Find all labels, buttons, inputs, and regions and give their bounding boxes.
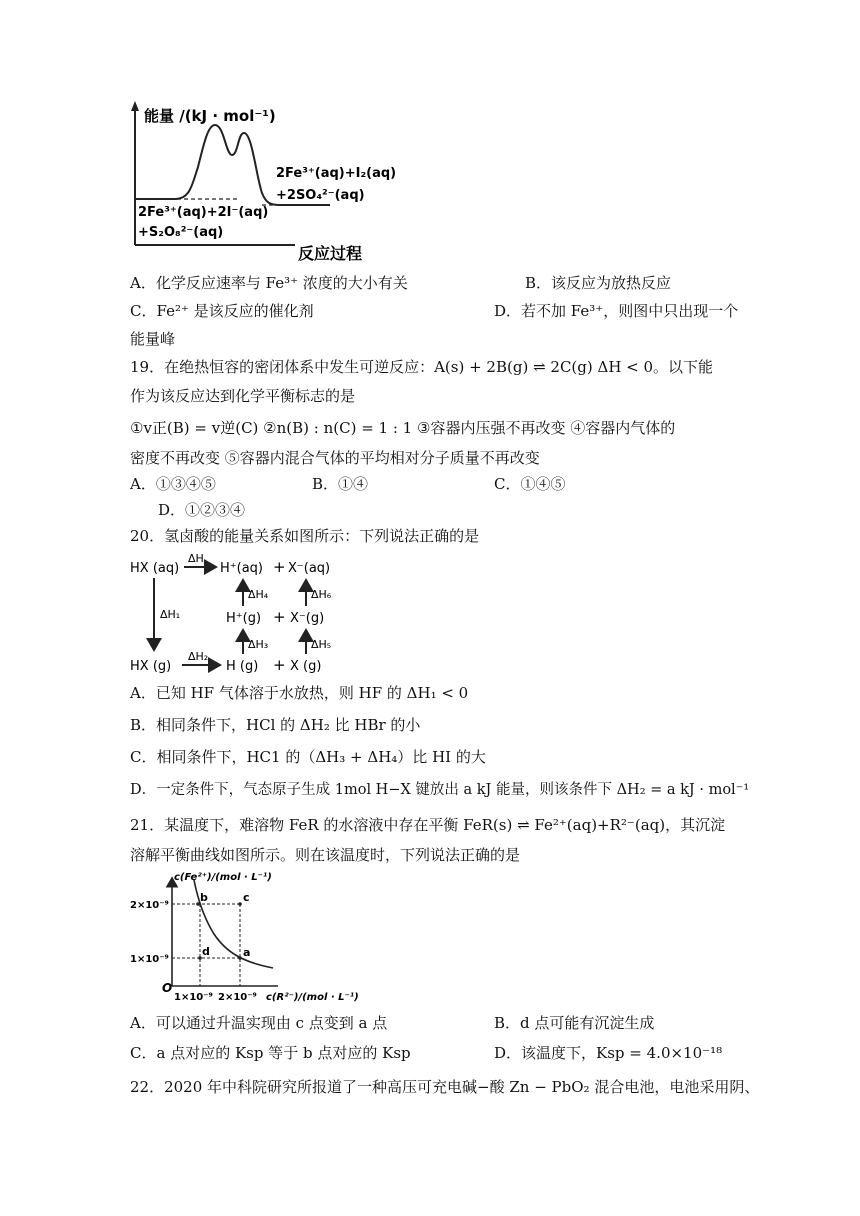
q19-option-b: B．①④ bbox=[312, 475, 369, 493]
x-tick-2: 2×10⁻⁹ bbox=[218, 992, 257, 1003]
hx-aq-label: HX (aq) bbox=[130, 561, 180, 576]
q21-stem-line1: 21．某温度下，难溶物 FeR 的水溶液中存在平衡 FeR(s) ⇌ Fe²⁺(aq)+R²⁻(aq)，其沉淀 bbox=[130, 816, 726, 834]
q20-option-a: A．已知 HF 气体溶于水放热，则 HF 的 ΔH₁ < 0 bbox=[130, 684, 469, 702]
q22-stem: 22．2020 年中科院研究所报道了一种高压可充电碱−酸 Zn − PbO₂ 混合电池，电池采用阴、 bbox=[130, 1078, 760, 1096]
delta-h4-label: ΔH₄ bbox=[248, 588, 269, 601]
h-plus-g-label: H⁺(g) bbox=[226, 611, 262, 626]
q21-stem-line2: 溶解平衡曲线如图所示。则在该温度时，下列说法正确的是 bbox=[130, 846, 521, 864]
q21-option-b: B．d 点可能有沉淀生成 bbox=[494, 1014, 655, 1032]
delta-h5-label: ΔH₅ bbox=[311, 638, 332, 651]
reactants-label-line1: 2Fe³⁺(aq)+2I⁻(aq) bbox=[138, 205, 269, 220]
q18-option-c: C．Fe²⁺ 是该反应的催化剂 bbox=[130, 302, 314, 320]
solubility-equilibrium-curve bbox=[128, 868, 368, 1008]
origin-label: O bbox=[162, 981, 173, 995]
q19-stem-line2: 作为该反应达到化学平衡标志的是 bbox=[130, 387, 356, 405]
delta-h3-label: ΔH₃ bbox=[248, 638, 269, 651]
products-label-line2: +2SO₄²⁻(aq) bbox=[276, 188, 365, 203]
q19-option-c: C．①④⑤ bbox=[494, 475, 566, 493]
hydrohalic-energy-cycle-diagram bbox=[128, 550, 348, 678]
hx-g-label: HX (g) bbox=[130, 659, 172, 674]
point-a bbox=[238, 956, 242, 960]
h-atom-g-label: H (g) bbox=[226, 659, 259, 674]
point-d-label: d bbox=[202, 945, 210, 958]
point-a-label: a bbox=[243, 946, 251, 959]
plus-sign-1: + bbox=[273, 558, 286, 576]
q20-option-c: C．相同条件下，HC1 的（ΔH₃ + ΔH₄）比 HI 的大 bbox=[130, 748, 486, 766]
y-axis-arrow bbox=[131, 101, 139, 111]
energy-profile-diagram bbox=[120, 95, 420, 265]
q19-conditions-line2: 密度不再改变 ⑤容器内混合气体的平均相对分子质量不再改变 bbox=[130, 449, 540, 467]
q18-option-a: A．化学反应速率与 Fe³⁺ 浓度的大小有关 bbox=[130, 274, 408, 292]
products-label-line1: 2Fe³⁺(aq)+I₂(aq) bbox=[276, 166, 397, 181]
h-plus-aq-label: H⁺(aq) bbox=[220, 561, 263, 576]
point-c-label: c bbox=[243, 891, 250, 904]
y-axis-label: 能量 /(kJ · mol⁻¹) bbox=[144, 107, 276, 125]
q18-option-b: B．该反应为放热反应 bbox=[525, 274, 672, 292]
delta-h-label: ΔH bbox=[188, 552, 204, 565]
q19-option-a: A．①③④⑤ bbox=[130, 475, 216, 493]
x-atom-g-label: X (g) bbox=[290, 659, 322, 674]
plus-sign-2: + bbox=[273, 608, 286, 626]
q19-conditions-line1: ①v正(B) = v逆(C) ②n(B) : n(C) = 1 : 1 ③容器内压强不再改变 ④容器内气体的 bbox=[130, 419, 676, 437]
y-tick-2: 2×10⁻⁹ bbox=[130, 900, 169, 911]
y-tick-1: 1×10⁻⁹ bbox=[130, 954, 169, 965]
q18-option-d-continued: 能量峰 bbox=[130, 330, 176, 348]
x-minus-g-label: X⁻(g) bbox=[290, 611, 325, 626]
q21-option-a: A．可以通过升温实现由 c 点变到 a 点 bbox=[130, 1014, 388, 1032]
x-tick-1: 1×10⁻⁹ bbox=[174, 992, 213, 1003]
q20-option-d: D．一定条件下，气态原子生成 1mol H−X 键放出 a kJ 能量，则该条件下 ΔH₂ = a kJ · mol⁻¹ bbox=[130, 782, 750, 798]
point-b-label: b bbox=[200, 891, 208, 904]
q19-stem-line1: 19．在绝热恒容的密闭体系中发生可逆反应：A(s) + 2B(g) ⇌ 2C(g) ΔH < 0。以下能 bbox=[130, 358, 714, 376]
q19-option-d: D．①②③④ bbox=[158, 501, 246, 519]
reactants-label-line2: +S₂O₈²⁻(aq) bbox=[138, 225, 224, 240]
q21-option-c: C．a 点对应的 Ksp 等于 b 点对应的 Ksp bbox=[130, 1044, 411, 1062]
q21-option-d: D．该温度下，Ksp = 4.0×10⁻¹⁸ bbox=[494, 1044, 723, 1062]
plus-sign-3: + bbox=[273, 656, 286, 674]
x-axis-label: c(R²⁻)/(mol · L⁻¹) bbox=[266, 992, 359, 1003]
delta-h1-label: ΔH₁ bbox=[160, 608, 181, 621]
q20-stem: 20．氢卤酸的能量关系如图所示：下列说法正确的是 bbox=[130, 527, 480, 545]
y-axis-label: c(Fe²⁺)/(mol · L⁻¹) bbox=[174, 872, 272, 883]
q20-option-b: B．相同条件下，HCl 的 ΔH₂ 比 HBr 的小 bbox=[130, 716, 421, 734]
point-c bbox=[238, 902, 242, 906]
delta-h6-label: ΔH₆ bbox=[311, 588, 332, 601]
delta-h2-label: ΔH₂ bbox=[188, 650, 209, 663]
x-minus-aq-label: X⁻(aq) bbox=[288, 561, 331, 576]
x-axis-label: 反应过程 bbox=[298, 244, 363, 263]
q18-option-d: D．若不加 Fe³⁺，则图中只出现一个 bbox=[494, 302, 739, 320]
